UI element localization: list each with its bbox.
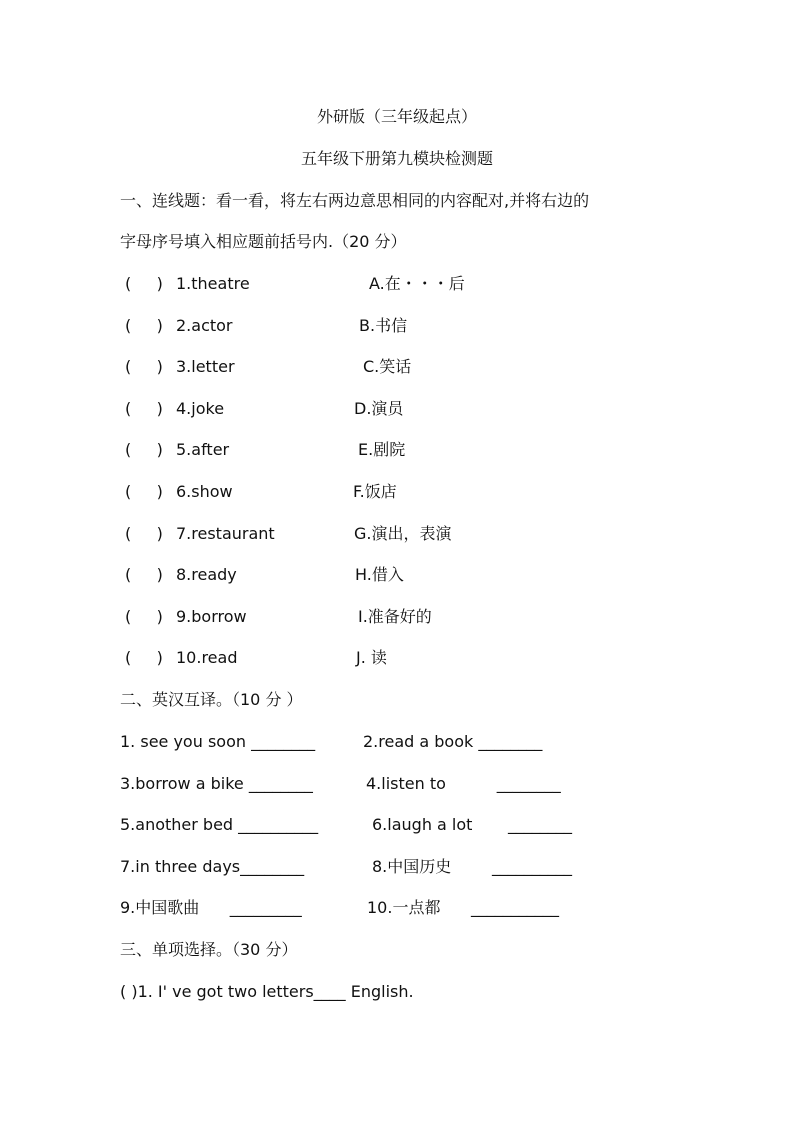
translation-item: 10.一点都 ___________ xyxy=(367,898,559,917)
match-right-item: H.借入 xyxy=(355,565,404,584)
answer-paren[interactable]: ( ) xyxy=(125,440,163,459)
match-right-item: C.笑话 xyxy=(363,357,412,376)
translation-item: 9.中国歌曲 _________ xyxy=(120,898,302,917)
match-right-item: D.演员 xyxy=(354,399,404,418)
answer-paren[interactable]: ( ) xyxy=(125,274,163,293)
section2-heading: 二、英汉互译。（10 分 ） xyxy=(120,690,303,709)
section1-heading-line2: 字母序号填入相应题前括号内.（20 分） xyxy=(120,232,407,251)
answer-paren[interactable]: ( ) xyxy=(125,524,163,543)
translation-item: 2.read a book ________ xyxy=(363,732,543,751)
question-1: ( )1. I' ve got two letters____ English. xyxy=(120,982,414,1001)
answer-paren[interactable]: ( ) xyxy=(125,316,163,335)
match-right-item: F.饭店 xyxy=(353,482,397,501)
translation-item: 5.another bed __________ xyxy=(120,815,319,834)
match-right-item: J. 读 xyxy=(356,648,387,667)
match-right-item: I.准备好的 xyxy=(358,607,432,626)
translation-item: 6.laugh a lot ________ xyxy=(372,815,573,834)
match-left-item: 9.borrow xyxy=(176,607,247,626)
translation-item: 3.borrow a bike ________ xyxy=(120,774,313,793)
match-right-item: G.演出，表演 xyxy=(354,524,452,543)
match-right-item: E.剧院 xyxy=(358,440,406,459)
answer-paren[interactable]: ( ) xyxy=(125,357,163,376)
translation-item: 7.in three days________ xyxy=(120,857,305,876)
match-left-item: 2.actor xyxy=(176,316,233,335)
match-left-item: 4.joke xyxy=(176,399,225,418)
match-right-item: B.书信 xyxy=(359,316,408,335)
match-left-item: 3.letter xyxy=(176,357,235,376)
answer-paren[interactable]: ( ) xyxy=(125,399,163,418)
match-left-item: 6.show xyxy=(176,482,233,501)
translation-item: 4.listen to ________ xyxy=(366,774,561,793)
match-left-item: 10.read xyxy=(176,648,238,667)
match-left-item: 8.ready xyxy=(176,565,237,584)
match-left-item: 7.restaurant xyxy=(176,524,275,543)
publisher-title: 外研版（三年级起点） xyxy=(316,107,477,126)
section1-heading-line1: 一、连线题：看一看，将左右两边意思相同的内容配对,并将右边的 xyxy=(120,191,590,210)
match-right-item: A.在・・・后 xyxy=(369,274,465,293)
worksheet-title: 五年级下册第九模块检测题 xyxy=(300,149,493,168)
translation-item: 1. see you soon ________ xyxy=(120,732,316,751)
answer-paren[interactable]: ( ) xyxy=(125,482,163,501)
answer-paren[interactable]: ( ) xyxy=(125,648,163,667)
section3-heading: 三、单项选择。（30 分） xyxy=(120,940,298,959)
translation-item: 8.中国历史 __________ xyxy=(372,857,572,876)
answer-paren[interactable]: ( ) xyxy=(125,607,163,626)
match-left-item: 1.theatre xyxy=(176,274,250,293)
match-left-item: 5.after xyxy=(176,440,230,459)
answer-paren[interactable]: ( ) xyxy=(125,565,163,584)
